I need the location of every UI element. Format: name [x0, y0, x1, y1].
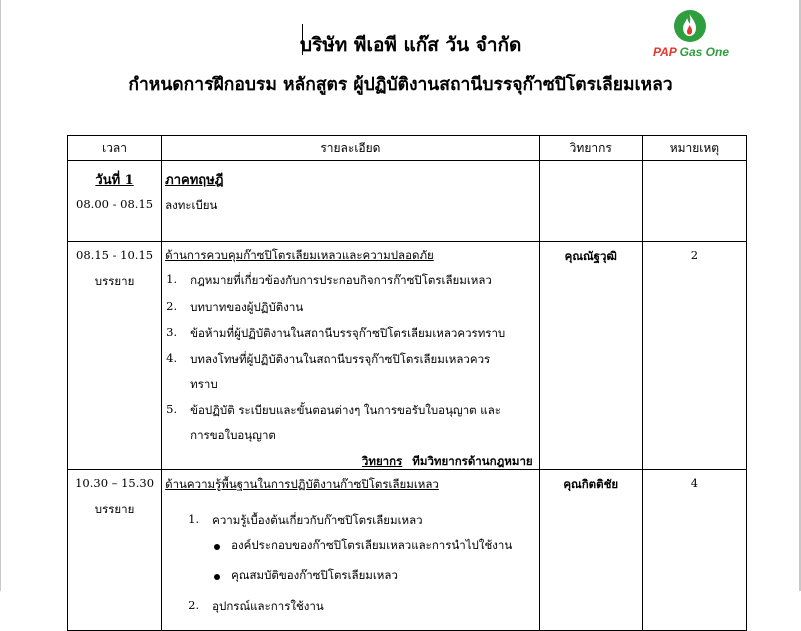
- list-number: 4.: [166, 351, 178, 365]
- col-header-note: หมายเหตุ: [642, 136, 746, 161]
- list-item: ข้อห้ามที่ผู้ปฏิบัติงานในสถานีบรรจุก๊าซปิโตรเลียมเหลวควรทราบ: [190, 326, 506, 340]
- list-item-continuation: ทราบ: [190, 377, 218, 391]
- list-item-continuation: การขอใบอนุญาต: [190, 428, 276, 442]
- company-title: บริษัท พีเอพี แก๊ส วัน จำกัด: [300, 34, 522, 56]
- logo-wordmark: PAP Gas One: [652, 45, 730, 59]
- detail-cell: [162, 470, 540, 631]
- col-header-time: เวลา: [68, 136, 162, 161]
- speaker-name: คุณณัฐวุฒิ: [564, 249, 617, 263]
- list-number: 1.: [188, 512, 200, 526]
- note-cell: [642, 470, 746, 631]
- speaker-team-text: ทีมวิทยากรด้านกฎหมาย: [412, 454, 533, 468]
- list-number: 3.: [166, 325, 178, 339]
- mode-label: บรรยาย: [94, 274, 135, 288]
- table-row: [68, 242, 747, 470]
- topic-heading: ด้านความรู้พื้นฐานในการปฏิบัติงานก๊าซปิโตรเลียมเหลว: [165, 477, 439, 491]
- company-logo: [641, 10, 741, 62]
- note-value: 4: [690, 476, 699, 490]
- speaker-team-label: วิทยากร: [361, 454, 403, 468]
- detail-cell: [162, 161, 540, 242]
- col-header-speaker: วิทยากร: [539, 136, 642, 161]
- list-item: อุปกรณ์และการใช้งาน: [212, 599, 324, 613]
- list-number: 2.: [188, 598, 200, 612]
- time-cell: [68, 470, 162, 631]
- col-header-detail: รายละเอียด: [162, 136, 540, 161]
- list-item: กฎหมายที่เกี่ยวข้องกับการประกอบกิจการก๊าซปิโตรเลียมเหลว: [190, 273, 492, 287]
- course-subtitle: กำหนดการฝึกอบรม หลักสูตร ผู้ปฏิบัติงานสถานีบรรจุก๊าซปิโตรเลียมเหลว: [128, 75, 673, 95]
- detail-cell: [162, 242, 540, 470]
- note-cell: [642, 242, 746, 470]
- detail-text: ลงทะเบียน: [165, 198, 218, 212]
- flame-icon: [683, 14, 696, 36]
- time-cell: [68, 161, 162, 242]
- list-number: 1.: [166, 272, 178, 286]
- table-header-row: [68, 136, 747, 161]
- time-value: 08.15 - 10.15: [76, 248, 154, 262]
- bullet-icon: [214, 544, 220, 550]
- table-row: [68, 470, 747, 631]
- list-item: ข้อปฏิบัติ ระเบียบและขั้นตอนต่างๆ ในการขอรับใบอนุญาต และ: [190, 403, 501, 417]
- note-cell: [642, 161, 746, 242]
- schedule-table: [67, 135, 747, 631]
- bullet-item: คุณสมบัติของก๊าซปิโตรเลียมเหลว: [231, 568, 398, 582]
- list-number: 2.: [166, 299, 178, 313]
- speaker-cell: [539, 242, 642, 470]
- speaker-name: คุณกิตติชัย: [563, 477, 619, 491]
- mode-label: บรรยาย: [94, 502, 135, 516]
- list-item: บทบาทของผู้ปฏิบัติงาน: [190, 300, 304, 314]
- list-item: บทลงโทษที่ผู้ปฏิบัติงานในสถานีบรรจุก๊าซปิโตรเลียมเหลวควร: [190, 352, 491, 366]
- day-label: วันที่ 1: [95, 173, 134, 188]
- bullet-item: องค์ประกอบของก๊าซปิโตรเลียมเหลวและการนำไปใช้งาน: [231, 538, 513, 552]
- bullet-icon: [214, 574, 220, 580]
- list-number: 5.: [166, 402, 178, 416]
- topic-heading: ด้านการควบคุมก๊าซปิโตรเลียมเหลวและความปลอดภัย: [165, 248, 434, 262]
- time-value: 08.00 - 08.15: [76, 197, 154, 211]
- speaker-cell: [539, 470, 642, 631]
- section-heading: ภาคทฤษฎี: [165, 173, 224, 188]
- time-cell: [68, 242, 162, 470]
- speaker-cell: [539, 161, 642, 242]
- speaker-team-line: [362, 453, 533, 471]
- time-value: 10.30 – 15.30: [75, 476, 155, 490]
- note-value: 2: [690, 248, 699, 262]
- list-item: ความรู้เบื้องต้นเกี่ยวกับก๊าซปิโตรเลียมเหลว: [212, 513, 423, 527]
- table-row: [68, 161, 747, 242]
